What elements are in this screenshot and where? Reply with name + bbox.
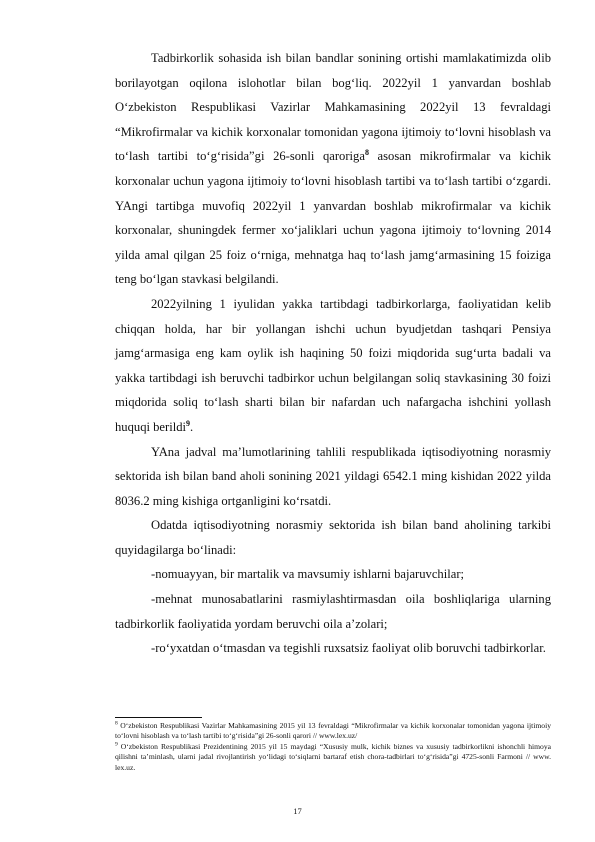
paragraph-text: Odatda iqtisodiyotning norasmiy sektorida ish bilan band aholining tarkibi quyidagilarga bo‘linadi: bbox=[115, 518, 551, 557]
footnote-ref: 8 bbox=[364, 148, 369, 158]
paragraph-text: Tadbirkorlik sohasida ish bilan bandlar sonining ortishi mamlakatimizda olib borilayotgan oqilona islohotlar bilan bog‘liq. 2022yil 1 yanvardan boshlab O‘zbekiston Respublikasi Vazirlar Mahkamasining 2022yil 13 fevraldagi “Mikrofirmalar va kichik korxonalar tomonidan yagona ijtimoiy to‘lovni hisoblash va to‘lash tartibi to‘g‘risida”gi 26-sonli qaroriga bbox=[115, 51, 551, 164]
paragraph-text: asosan mikrofirmalar va kichik korxonalar uchun yagona ijtimoiy to‘lovni hisoblash tartibi va to‘lash tartibi o‘zgardi. YAngi tartibga muvofiq 2022yil 1 yanvardan boshlab mikrofirmalar va kichik korxonalar, shuningdek fermer xo‘jaliklari uchun yagona ijtimoiy to‘lovning 2014 yilda amal qilgan 25 foiz o‘rniga, mehnatga haq to‘lash jamg‘armasining 15 foiziga teng bo‘lgan stavkasi belgilandi. bbox=[115, 149, 552, 287]
body-text bbox=[115, 46, 551, 661]
paragraph-text: . bbox=[190, 419, 194, 434]
paragraph bbox=[115, 513, 551, 562]
bullet-dash: - bbox=[151, 567, 156, 582]
footnote-number: 9 bbox=[115, 741, 118, 748]
footnote-number: 8 bbox=[115, 720, 118, 727]
footnote-ref: 9 bbox=[186, 418, 191, 428]
footnotes bbox=[115, 721, 551, 773]
paragraph bbox=[115, 440, 551, 514]
bullet-item bbox=[115, 636, 551, 661]
footnote-text: O‘zbekiston Respublikasi Vazirlar Mahkamasining 2015 yil 13 fevraldagi “Mikrofirmalar va kichik korxonalar tomonidan yagona ijtimoiy to‘lovni hisoblash va to‘lash tartibi to‘g‘risida”gi 26-sonli qarori // www.lex.uz/ bbox=[115, 721, 551, 741]
footnote-separator bbox=[115, 717, 202, 718]
page-number: 17 bbox=[293, 806, 302, 816]
footnote bbox=[115, 742, 551, 773]
bullet-dash: - bbox=[151, 592, 156, 607]
footnote bbox=[115, 721, 551, 742]
paragraph-text: YAna jadval ma’lumotlarining tahlili respublikada iqtisodiyotning norasmiy sektorida ish bilan band aholi sonining 2021 yildagi 6542.1 ming kishidan 2022 yilda 8036.2 ming kishiga ortganligini ko‘rsatdi. bbox=[115, 444, 551, 508]
bullet-item bbox=[115, 587, 551, 636]
paragraph-text: mehnat munosabatlarini rasmiylashtirmasdan oila boshliqlariga ularning tadbirkorlik faoliyatida yordam beruvchi oila a’zolari; bbox=[115, 592, 551, 631]
paragraph bbox=[115, 46, 551, 292]
paragraph-text: nomuayyan, bir martalik va mavsumiy ishlarni bajaruvchilar; bbox=[155, 567, 465, 582]
bullet-dash: - bbox=[151, 641, 156, 656]
paragraph-text: ro‘yxatdan o‘tmasdan va tegishli ruxsatsiz faoliyat olib boruvchi tadbirkorlar. bbox=[155, 641, 546, 656]
bullet-item bbox=[115, 562, 551, 587]
paragraph bbox=[115, 292, 551, 440]
footnote-text: O‘zbekiston Respublikasi Prezidentining 2015 yil 15 maydagi “Xususiy mulk, kichik biznes va xususiy tadbirkorlikni ishonchli himoya qilishni ta’minlash, ularni jadal rivojlantirish yo‘lidagi to‘siqlarni bartaraf etish chora-tadbirlari to‘g‘risida”gi 4725-sonli Farmoni // www. lex.uz. bbox=[115, 741, 551, 772]
paragraph-text: 2022yilning 1 iyulidan yakka tartibdagi tadbirkorlarga, faoliyatidan kelib chiqqan holda, har bir yollangan ishchi uchun byudjetdan tashqari Pensiya jamg‘armasiga eng kam oylik ish haqining 50 foizi miqdorida sug‘urta badali va yakka tartibdagi ish beruvchi tadbirkor uchun belgilangan soliq stavkasining 30 foizi miqdorida soliq to‘lash sharti bilan bir nafardan uch nafargacha ishchini yollash huquqi berildi bbox=[115, 296, 551, 434]
